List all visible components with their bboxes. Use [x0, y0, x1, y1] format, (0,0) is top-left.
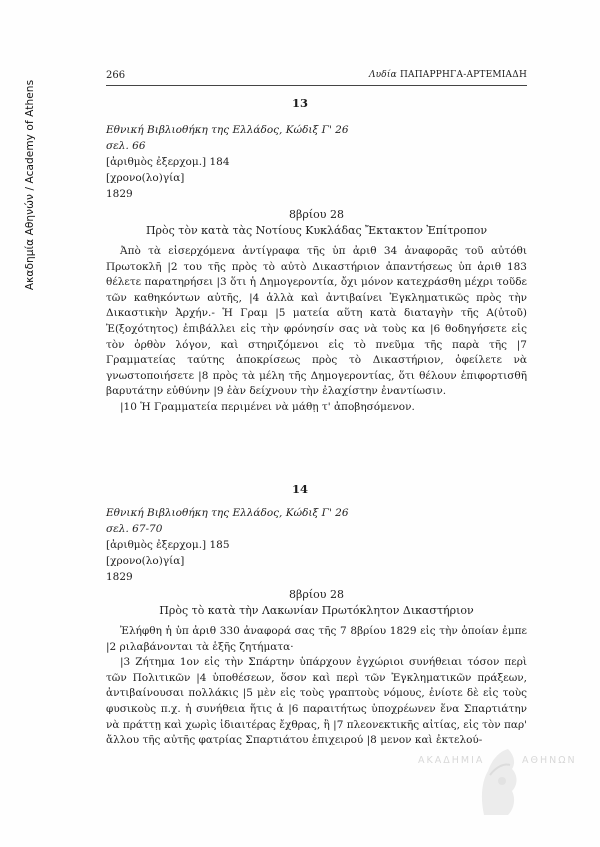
page-header	[106, 69, 527, 86]
watermark-left-text: ΑΚΑΔΗΜΙΑ	[418, 755, 485, 766]
doc-14-para-1: Ἐλήφθη ἡ ὑπ ἀριθ 330 ἀναφορά σας τῆς 7 8βρίου 1829 εἰς τὴν ὁποίαν ἐμπε |2 ριλαβάνονται τὰ ἑξῆς ζητήματα·	[106, 625, 527, 653]
doc-14-chronology: [χρονο(λο)γία]	[106, 555, 185, 567]
page-number: 266	[106, 70, 126, 81]
running-head	[369, 70, 527, 80]
doc-13-body	[106, 244, 527, 416]
doc-13-meta	[106, 122, 349, 202]
doc-14-para-2: |3 Ζήτημα 1ον εἰς τὴν Σπάρτην ὑπάρχουν ἐγχώριοι συνήθειαι τόσον περὶ τῶν Πολιτικῶν |4 ὑποθέσεων, ὅσον καὶ περὶ τῶν Ἐγκληματικῶν πράξεων, ἀντιβαίνουσαι πολλάκις |5 μὲν εἰς τοὺς γραπτοὺς νόμους, ἐνίοτε δὲ εἰς τοὺς φυσικοὺς π.χ. ἡ συνήθεια ἥτις ἀ |6 παραιτήτως ὑποχρέωνεν ἕνα Σπαρτιάτην νὰ πράττῃ καὶ χωρὶς ἰδιαιτέρας ἔχθρας, ἢ |7 πλεονεκτικῆς αἰτίας, εἰς τὸν παρ' ἄλλου τῆς αὐτῆς φατρίας Σπαρτιάτου ἐπιχειρού |8 μενον καὶ ἐκτελού-	[106, 656, 527, 747]
doc-13-library: Εθνική Βιβλιοθήκη της Ελλάδος, Κώδιξ Γ' 26	[106, 124, 349, 136]
doc-13-outgoing: [ἀριθμὸς ἐξερχομ.] 184	[106, 156, 230, 168]
doc-13-date: 8βρίου 28	[289, 208, 344, 221]
running-head-first: Λυδία	[368, 70, 397, 80]
doc-14-recipient: Πρὸς τὸ κατὰ τὴν Λακωνίαν Πρωτόκλητον Δικαστήριον	[159, 604, 474, 617]
doc-14-pages: σελ. 67-70	[106, 523, 163, 535]
doc-13-recipient: Πρὸς τὸν κατὰ τὰς Νοτίους Κυκλάδας Ἔκτακτον Ἐπίτροπον	[145, 224, 488, 237]
doc-14-number: 14	[291, 482, 308, 496]
doc-13-pages: σελ. 66	[106, 140, 146, 152]
doc-13-para-1: Ἀπὸ τὰ εἰσερχόμενα ἀντίγραφα τῆς ὑπ ἀριθ 34 ἀναφορᾶς τοῦ αὐτόθι Πρωτοκλῆ |2 του τῆς πρὸς τὸ αὐτὸ Δικαστήριον ἀπαντήσεως ὑπ ἀριθ 183 θέλετε παρατηρήσει |3 ὅτι ἡ Δημογεροντία, ὄχι μόνον κατεχράσθη μέχρι τοῦδε τῶν καθηκόντων αὐτῆς, |4 ἀλλὰ καὶ ἀντιβαίνει Ἐγκληματικῶς πρὸς τὴν Δικαστικὴν Ἀρχήν.- Ἡ Γραμ |5 ματεία αὕτη κατὰ διαταγὴν τῆς Α(ὐτοῦ) Ἐ(ξοχότητος) ἐπιβάλλει εἰς τὴν φρόνησίν σας νὰ τοὺς κα |6 θοδηγήσετε εἰς τὸν ὀρθὸν λόγον, καὶ στηριζόμενοι εἰς τὸ πνεῦμα τῆς παρὰ τῆς |7 Γραμματείας ταύτης ἀποκρίσεως πρὸς τὸ Δικαστήριον, ὀφείλετε νὰ γνωστοποιήσετε |8 πρὸς τὰ μέλη τῆς Δημογεροντίας, ὅτι θέλουν ἐπιφορτισθῆ βαρυτάτην εὐθύνην |9 ἐὰν δείχνουν τὴν ἐλαχίστην ἐναντίωσιν.	[106, 245, 527, 398]
doc-14-library: Εθνική Βιβλιοθήκη της Ελλάδος, Κώδιξ Γ' 26	[106, 507, 349, 519]
watermark-right-text: ΑΘΗΝΩΝ	[522, 755, 577, 766]
doc-14-body	[106, 624, 527, 749]
doc-14-outgoing: [ἀριθμὸς ἐξερχομ.] 185	[106, 539, 230, 551]
doc-13-number: 13	[291, 96, 308, 110]
doc-14-meta	[106, 505, 349, 585]
athena-head-icon	[474, 745, 520, 817]
academy-watermark	[418, 745, 577, 825]
sidebar-credit-text: Ακαδημία Αθηνών / Academy of Athens	[24, 79, 36, 291]
doc-14-year: 1829	[106, 571, 133, 583]
doc-13-para-2: |10 Ἡ Γραμματεία περιμένει νὰ μάθῃ τ' ἀποβησόμενον.	[120, 400, 415, 413]
running-head-rest: ΠΑΠΑΡΡΗΓΑ-ΑΡΤΕΜΙΑΔΗ	[400, 70, 527, 80]
doc-13-year: 1829	[106, 188, 133, 200]
doc-13-chronology: [χρονο(λο)γία]	[106, 172, 185, 184]
sidebar-credit	[20, 30, 40, 340]
doc-14-date: 8βρίου 28	[289, 588, 344, 601]
